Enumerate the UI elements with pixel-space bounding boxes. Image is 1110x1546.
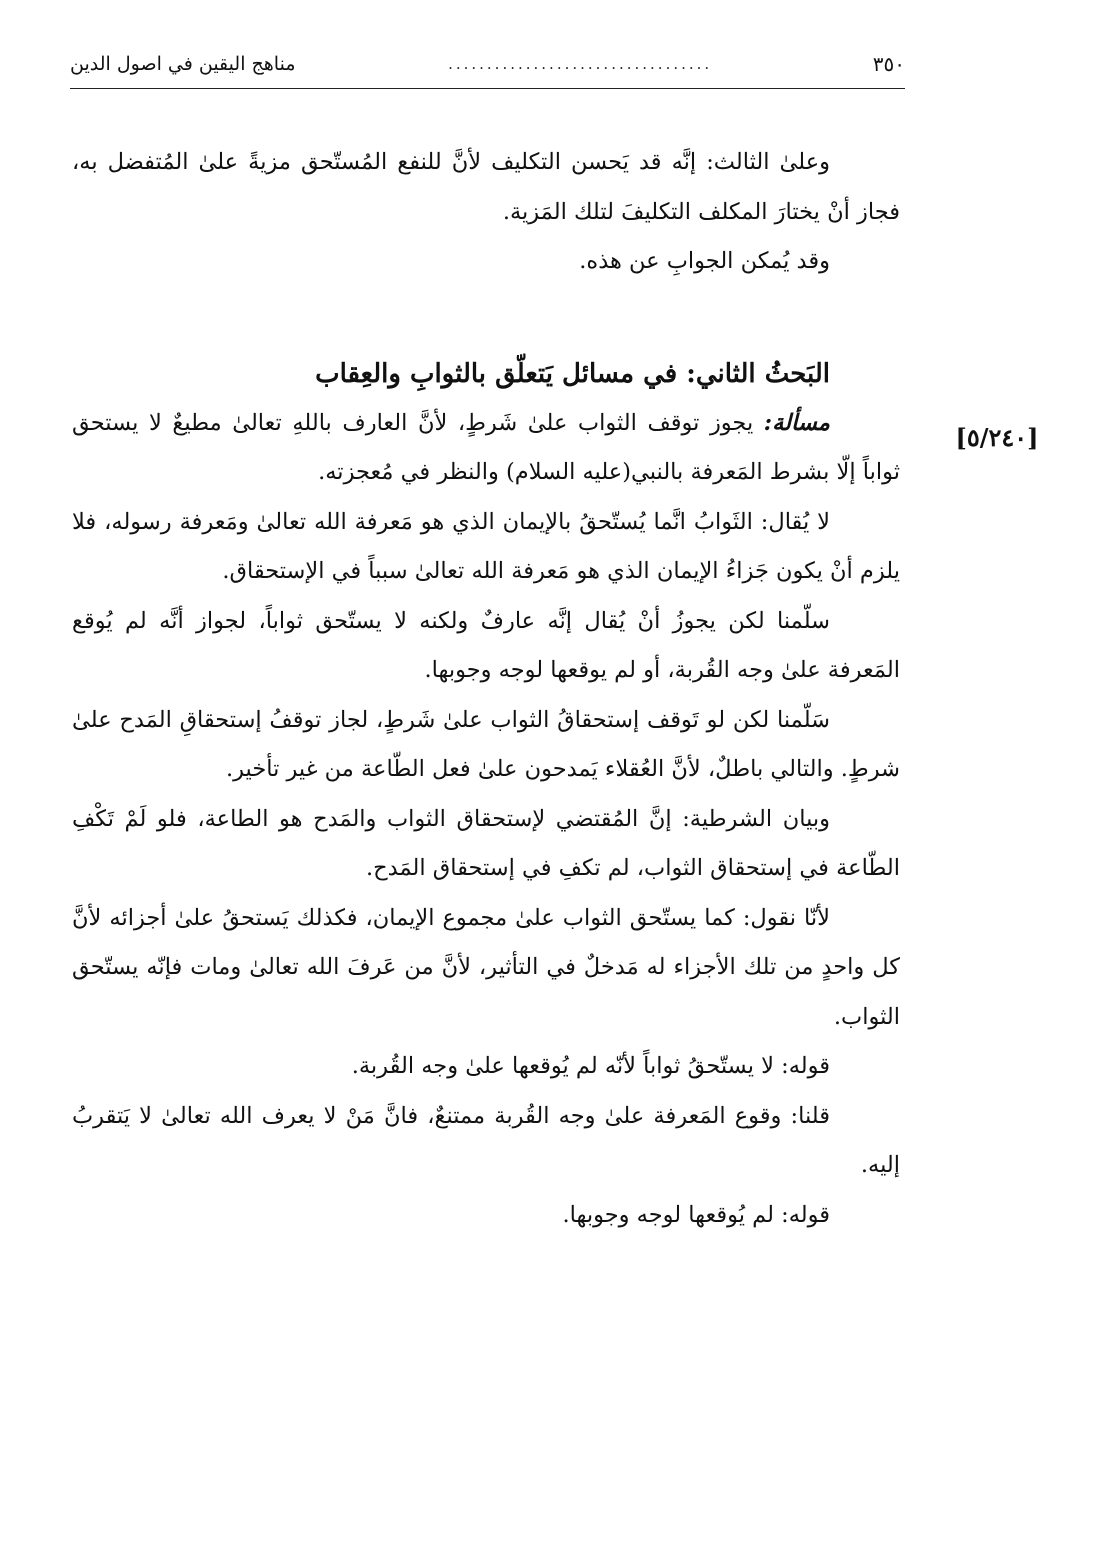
paragraph-7: وبيان الشرطية: إنَّ المُقتضي لإستحقاق الثواب والمَدح هو الطاعة، فلو لَمْ تَكْفِ الطّاعة في إستحقاق الثواب، لم تكفِ في إستحقاق المَدح. [72, 805, 900, 881]
running-title: مناهج اليقين في اصول الدين [70, 53, 296, 75]
paragraph-8: لأنّا نقول: كما يستّحق الثواب علىٰ مجموع الإيمان، فكذلك يَستحقُ علىٰ أجزائه لأنَّ كل واحدٍ من تلك الأجزاء له مَدخلٌ في التأثير، لأنَّ من عَرفَ الله تعالىٰ ومات فإنّه يستّحق الثواب. [72, 904, 900, 1030]
paragraph-1: وعلىٰ الثالث: إنَّه قد يَحسن التكليف لأنَّ للنفع المُستّحق مزيةً علىٰ المُتفضل به، فجاز أنْ يختارَ المكلف التكليفَ لتلك المَزية. [72, 149, 900, 225]
paragraph-5: سلّمنا لكن يجوزُ أنْ يُقال إنَّه عارفٌ ولكنه لا يستّحق ثواباً، لجواز أنَّه لم يُوقع المَعرفة علىٰ وجه القُربة، أو لم يوقعها لوجه وجوبها. [72, 607, 900, 683]
header-leader-dots: .................................. [448, 55, 713, 73]
paragraph-6: سَلّمنا لكن لو تَوقف إستحقاقُ الثواب علىٰ شَرطٍ، لجاز توقفُ إستحقاقِ المَدح علىٰ شرطٍ. والتالي باطلٌ، لأنَّ العُقلاء يَمدحون علىٰ فعل الطّاعة من غير تأخير. [72, 706, 900, 782]
section-heading: البَحثُ الثاني: في مسائل يَتعلّق بالثوابِ والعِقاب [315, 358, 830, 389]
paragraph-4: لا يُقال: الثَوابُ انَّما يُستّحقُ بالإيمان الذي هو مَعرفة الله تعالىٰ ومَعرفة رسوله، فلا يلزم أنْ يكون جَزاءُ الإيمان الذي هو مَعرفة الله تعالىٰ سبباً في الإستحقاق. [72, 508, 900, 584]
page-header [70, 40, 905, 89]
paragraph-9: قوله: لا يستّحقُ ثواباً لأنّه لم يُوقعها علىٰ وجه القُربة. [351, 1053, 830, 1079]
page-number: ٣٥٠ [872, 52, 905, 76]
page-body [72, 138, 900, 1240]
margin-page-reference: [٥/٢٤٠] [955, 423, 1039, 452]
paragraph-3 [72, 399, 900, 498]
issue-term: مسألة: [763, 409, 830, 436]
paragraph-3-text: يجوز توقف الثواب علىٰ شَرطٍ، لأنَّ العارف باللهِ تعالىٰ مطيعٌ لا يستحق ثواباً إلّا بشرط المَعرفة بالنبي(عليه السلام) والنظر في مُعجزته. [72, 409, 900, 485]
paragraph-10: قلنا: وقوع المَعرفة علىٰ وجه القُربة ممتنعٌ، فانَّ مَنْ لا يعرف الله تعالىٰ لا يَتقربُ إليه. [72, 1102, 900, 1178]
paragraph-2: وقد يُمكن الجوابِ عن هذه. [579, 248, 830, 274]
paragraph-11: قوله: لم يُوقعها لوجه وجوبها. [562, 1201, 830, 1228]
